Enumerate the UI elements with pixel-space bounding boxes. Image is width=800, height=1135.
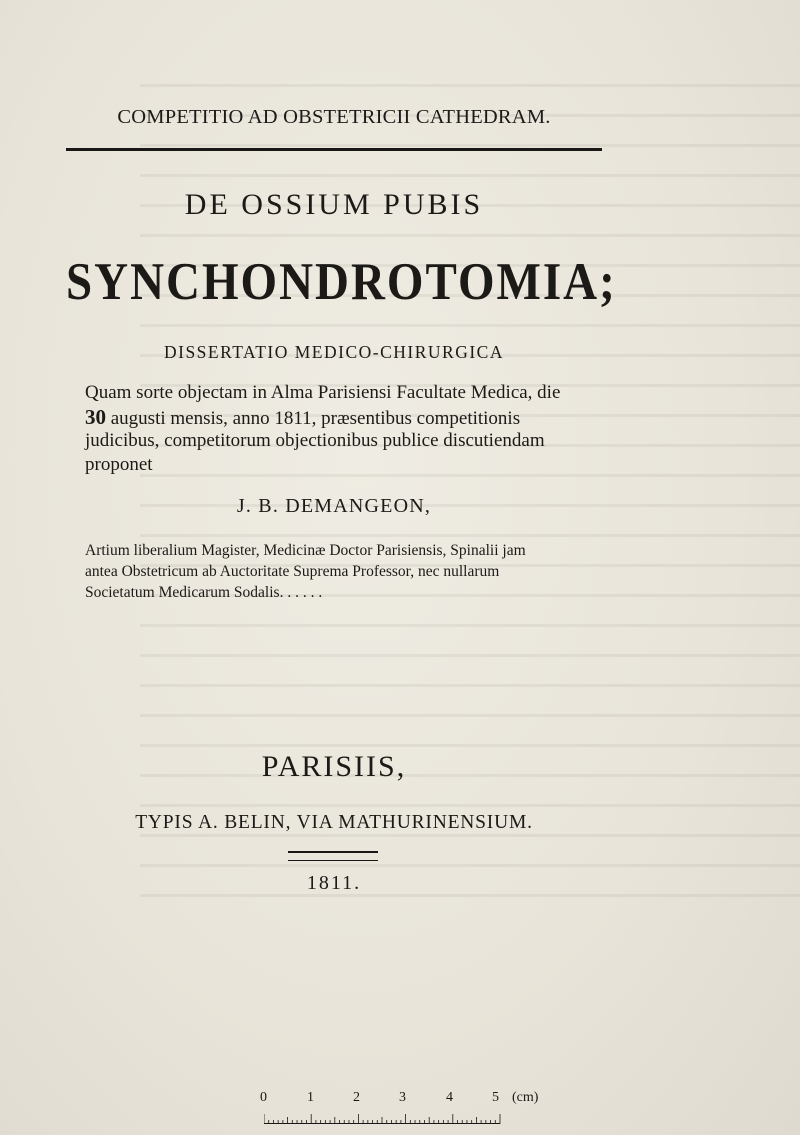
body-line-4: proponet — [85, 454, 153, 475]
scale-label-5: 5 — [492, 1090, 499, 1105]
body-line-2-text: augusti mensis, anno 1811, præsentibus competitionis — [106, 408, 521, 429]
header-rule — [66, 148, 602, 151]
title-line-1: DE OSSIUM PUBIS — [184, 188, 484, 221]
scale-unit: (cm) — [512, 1090, 539, 1105]
dissertation-description — [85, 381, 602, 477]
body-line-1: Quam sorte objectam in Alma Parisiensi Facultate Medica, die — [85, 382, 561, 403]
author-name: J. B. DEMANGEON, — [236, 495, 432, 517]
body-line-3: judicibus, competitorum objectionibus publice discutiendam — [85, 430, 545, 451]
scale-label-1: 1 — [307, 1090, 314, 1105]
affiliation-line-3: Societatum Medicarum Sodalis. . . . . . — [85, 584, 323, 601]
affiliation-line-1: Artium liberalium Magister, Medicinæ Doctor Parisiensis, Spinalii jam — [85, 542, 526, 559]
scale-bar — [258, 1090, 558, 1130]
publication-place: PARISIIS, — [261, 750, 407, 783]
scale-labels — [258, 1090, 558, 1108]
author-affiliation — [85, 540, 602, 603]
competition-header: COMPETITIO AD OBSTETRICII CATHEDRAM. — [117, 106, 551, 128]
affiliation-line-2: antea Obstetricum ab Auctoritate Suprema Professor, nec nullarum — [85, 563, 500, 580]
handwritten-day-number: 30 — [85, 405, 106, 429]
scale-label-4: 4 — [446, 1090, 453, 1105]
publication-year: 1811. — [306, 872, 362, 894]
double-rule — [288, 851, 378, 861]
body-line-2 — [85, 405, 602, 429]
scale-label-3: 3 — [399, 1090, 406, 1105]
title-line-2: SYNCHONDROTOMIA; — [66, 253, 617, 312]
subtitle: DISSERTATIO MEDICO-CHIRURGICA — [163, 342, 504, 362]
printer-imprint: TYPIS A. BELIN, VIA MATHURINENSIUM. — [135, 812, 533, 833]
scale-label-2: 2 — [353, 1090, 360, 1105]
ruler-icon — [264, 1114, 502, 1124]
scale-label-0: 0 — [260, 1090, 267, 1105]
